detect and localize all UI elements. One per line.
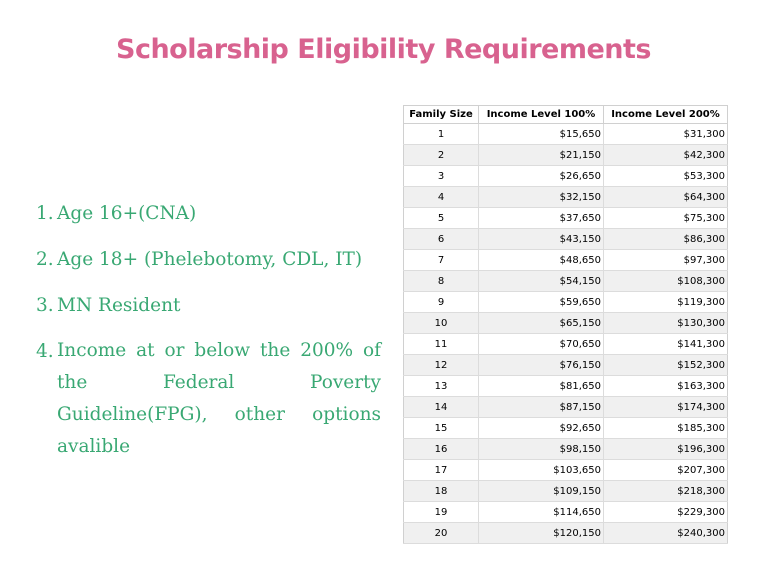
fpg-table-container bbox=[403, 105, 728, 544]
income-100-cell: $15,650 bbox=[479, 124, 604, 145]
family-size-cell: 14 bbox=[404, 397, 479, 418]
requirement-number: 4. bbox=[36, 341, 54, 362]
income-100-cell: $32,150 bbox=[479, 187, 604, 208]
income-200-cell: $130,300 bbox=[604, 313, 728, 334]
column-header-income-100: Income Level 100% bbox=[479, 106, 604, 124]
income-100-cell: $92,650 bbox=[479, 418, 604, 439]
income-100-cell: $48,650 bbox=[479, 250, 604, 271]
family-size-cell: 13 bbox=[404, 376, 479, 397]
table-row bbox=[404, 145, 728, 166]
income-100-cell: $43,150 bbox=[479, 229, 604, 250]
income-100-cell: $81,650 bbox=[479, 376, 604, 397]
income-200-cell: $86,300 bbox=[604, 229, 728, 250]
income-100-cell: $37,650 bbox=[479, 208, 604, 229]
family-size-cell: 7 bbox=[404, 250, 479, 271]
income-200-cell: $97,300 bbox=[604, 250, 728, 271]
income-100-cell: $76,150 bbox=[479, 355, 604, 376]
table-row bbox=[404, 271, 728, 292]
column-header-family-size: Family Size bbox=[404, 106, 479, 124]
income-200-cell: $75,300 bbox=[604, 208, 728, 229]
income-200-cell: $141,300 bbox=[604, 334, 728, 355]
table-row bbox=[404, 166, 728, 187]
table-row bbox=[404, 481, 728, 502]
table-row bbox=[404, 334, 728, 355]
income-200-cell: $229,300 bbox=[604, 502, 728, 523]
table-header-row bbox=[404, 106, 728, 124]
income-200-cell: $240,300 bbox=[604, 523, 728, 544]
income-200-cell: $64,300 bbox=[604, 187, 728, 208]
requirement-number: 1. bbox=[36, 203, 54, 224]
family-size-cell: 16 bbox=[404, 439, 479, 460]
table-row bbox=[404, 208, 728, 229]
table-row bbox=[404, 376, 728, 397]
table-row bbox=[404, 250, 728, 271]
requirement-text: MN Resident bbox=[57, 295, 181, 316]
income-200-cell: $174,300 bbox=[604, 397, 728, 418]
income-200-cell: $207,300 bbox=[604, 460, 728, 481]
income-100-cell: $87,150 bbox=[479, 397, 604, 418]
requirement-text: Age 18+ (Phelebotomy, CDL, IT) bbox=[57, 249, 363, 270]
income-200-cell: $53,300 bbox=[604, 166, 728, 187]
income-200-cell: $163,300 bbox=[604, 376, 728, 397]
requirement-item bbox=[36, 335, 381, 463]
income-100-cell: $98,150 bbox=[479, 439, 604, 460]
income-100-cell: $103,650 bbox=[479, 460, 604, 481]
requirement-text: Income at or below the 200% of the Federal Poverty Guideline(FPG), other options avalible bbox=[57, 340, 381, 457]
income-200-cell: $42,300 bbox=[604, 145, 728, 166]
family-size-cell: 11 bbox=[404, 334, 479, 355]
family-size-cell: 8 bbox=[404, 271, 479, 292]
family-size-cell: 17 bbox=[404, 460, 479, 481]
table-row bbox=[404, 292, 728, 313]
income-200-cell: $218,300 bbox=[604, 481, 728, 502]
table-row bbox=[404, 523, 728, 544]
income-200-cell: $185,300 bbox=[604, 418, 728, 439]
family-size-cell: 4 bbox=[404, 187, 479, 208]
table-row bbox=[404, 355, 728, 376]
table-row bbox=[404, 124, 728, 145]
income-100-cell: $70,650 bbox=[479, 334, 604, 355]
family-size-cell: 18 bbox=[404, 481, 479, 502]
requirement-text: Age 16+(CNA) bbox=[57, 203, 197, 224]
income-100-cell: $59,650 bbox=[479, 292, 604, 313]
income-200-cell: $31,300 bbox=[604, 124, 728, 145]
requirement-number: 2. bbox=[36, 249, 54, 270]
family-size-cell: 2 bbox=[404, 145, 479, 166]
income-100-cell: $65,150 bbox=[479, 313, 604, 334]
requirement-item bbox=[36, 289, 381, 322]
income-200-cell: $108,300 bbox=[604, 271, 728, 292]
table-row bbox=[404, 460, 728, 481]
income-100-cell: $54,150 bbox=[479, 271, 604, 292]
income-200-cell: $152,300 bbox=[604, 355, 728, 376]
table-row bbox=[404, 397, 728, 418]
family-size-cell: 19 bbox=[404, 502, 479, 523]
table-row bbox=[404, 418, 728, 439]
page-title: Scholarship Eligibility Requirements bbox=[116, 34, 651, 65]
income-100-cell: $21,150 bbox=[479, 145, 604, 166]
income-100-cell: $120,150 bbox=[479, 523, 604, 544]
family-size-cell: 6 bbox=[404, 229, 479, 250]
table-row bbox=[404, 439, 728, 460]
table-row bbox=[404, 502, 728, 523]
income-200-cell: $196,300 bbox=[604, 439, 728, 460]
income-100-cell: $26,650 bbox=[479, 166, 604, 187]
requirement-number: 3. bbox=[36, 295, 54, 316]
family-size-cell: 3 bbox=[404, 166, 479, 187]
requirement-item bbox=[36, 243, 381, 276]
requirements-list bbox=[36, 197, 381, 476]
requirement-item bbox=[36, 197, 381, 230]
income-100-cell: $114,650 bbox=[479, 502, 604, 523]
income-200-cell: $119,300 bbox=[604, 292, 728, 313]
family-size-cell: 20 bbox=[404, 523, 479, 544]
column-header-income-200: Income Level 200% bbox=[604, 106, 728, 124]
family-size-cell: 9 bbox=[404, 292, 479, 313]
table-row bbox=[404, 229, 728, 250]
table-body bbox=[404, 124, 728, 544]
family-size-cell: 10 bbox=[404, 313, 479, 334]
fpg-income-table bbox=[403, 105, 728, 544]
family-size-cell: 12 bbox=[404, 355, 479, 376]
family-size-cell: 1 bbox=[404, 124, 479, 145]
family-size-cell: 5 bbox=[404, 208, 479, 229]
table-row bbox=[404, 187, 728, 208]
income-100-cell: $109,150 bbox=[479, 481, 604, 502]
table-row bbox=[404, 313, 728, 334]
family-size-cell: 15 bbox=[404, 418, 479, 439]
